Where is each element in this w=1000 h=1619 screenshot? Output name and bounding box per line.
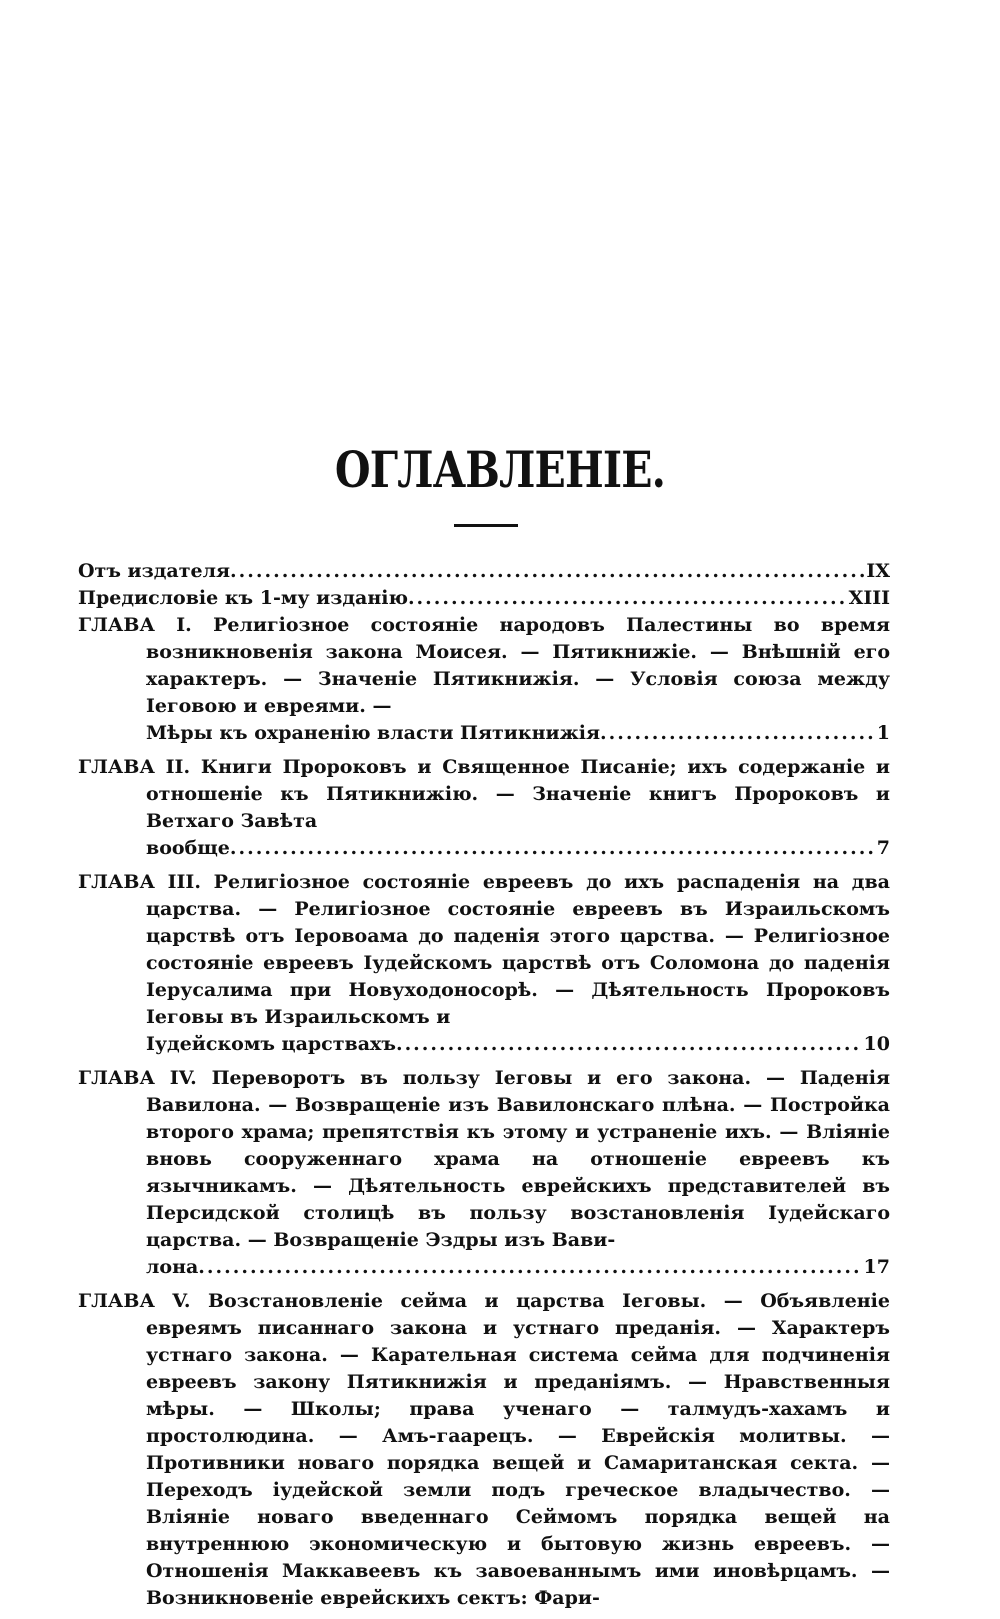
toc-chapter-5 — [78, 1288, 890, 1612]
toc-entry-label: Отъ издателя — [78, 560, 230, 582]
chapter-text — [78, 1288, 890, 1612]
toc-entry-label: Предисловіе къ 1-му изданію — [78, 587, 408, 609]
chapter-last-text: лона — [146, 1256, 199, 1278]
dot-leader — [230, 835, 875, 862]
chapter-last-text: вообще — [146, 837, 230, 859]
chapter-summary: Религіозное состояніе евреевъ до ихъ распаденія на два царства. — Религіозное состояніе евреевъ въ Израильскомъ царствѣ отъ Іеровоама до паденія этого царства. — Религіозное состояніе евреевъ Іудейскомъ царствѣ отъ Соломона до паденія Іерусалима при Новуходоносорѣ. — Дѣятельность Пророковъ Іеговы въ Израильскомъ и — [146, 871, 890, 1028]
dot-leader — [396, 1031, 862, 1058]
chapter-heading: ГЛАВА IV. — [78, 1067, 197, 1089]
toc-chapter-2 — [78, 754, 890, 862]
toc-chapter-3 — [78, 869, 890, 1058]
dot-leader — [408, 585, 847, 612]
chapter-page: 7 — [876, 837, 890, 859]
table-of-contents — [78, 558, 890, 1619]
chapter-last-line — [78, 720, 890, 747]
title-rule — [454, 524, 518, 527]
page-title: ОГЛАВЛЕНІЕ. — [334, 440, 666, 499]
chapter-heading: ГЛАВА I. — [78, 614, 192, 636]
chapter-summary: Религіозное состояніе народовъ Палестины во время возникновенія закона Моисея. — Пятикнижіе. — Внѣшній его характеръ. — Значеніе Пятикнижія. — Условія союза между Іеговою и евреями. — — [146, 614, 890, 717]
chapter-text — [78, 869, 890, 1031]
toc-entry-page: IX — [866, 560, 890, 582]
chapter-summary: Книги Пророковъ и Священное Писаніе; ихъ содержаніе и отношеніе къ Пятикнижію. — Значеніе книгъ Пророковъ и Ветхаго Завѣта — [146, 756, 890, 832]
chapter-page: 1 — [876, 722, 890, 744]
dot-leader — [198, 1254, 861, 1281]
chapter-last-text: Мѣры къ охраненію власти Пятикнижія — [146, 722, 601, 744]
chapter-last-line — [78, 1254, 890, 1281]
chapter-heading: ГЛАВА III. — [78, 871, 201, 893]
toc-chapter-4 — [78, 1065, 890, 1281]
chapter-heading: ГЛАВА II. — [78, 756, 191, 778]
dot-leader — [230, 558, 864, 585]
chapter-page: 10 — [863, 1033, 890, 1055]
chapter-summary: Возстановленіе сейма и царства Іеговы. — Объявленіе евреямъ писаннаго закона и устнаго преданія. — Характеръ устнаго закона. — Карательная система сейма для подчиненія евреевъ закону Пятикнижія и преданіямъ. — Нравственныя мѣры. — Школы; права ученаго — талмудъ-хахамъ и простолюдина. — Амъ-гаарецъ. — Еврейскія молитвы. — Противники новаго порядка вещей и Самаританская секта. — Переходъ іудейской земли подъ греческое владычество. — Вліяніе новаго введеннаго Сеймомъ порядка вещей на внутреннюю экономическую и бытовую жизнь евреевъ. — Отношенія Маккавеевъ къ завоеваннымъ ими иновѣрцамъ. — Возникновеніе еврейскихъ сектъ: Фари- — [146, 1290, 890, 1609]
toc-entry-publisher — [78, 558, 890, 585]
toc-entry-preface — [78, 585, 890, 612]
chapter-text — [78, 612, 890, 720]
chapter-summary: Переворотъ въ пользу Іеговы и его закона. — Паденія Вавилона. — Возвращеніе изъ Вавилонскаго плѣна. — Постройка второго храма; препятствія къ этому и устраненіе ихъ. — Вліяніе вновь сооруженнаго храма на отношеніе евреевъ къ язычникамъ. — Дѣятельность еврейскихъ представителей въ Персидской столицѣ въ пользу возстановленія Іудейскаго царства. — Возвращеніе Эздры изъ Вави- — [146, 1067, 890, 1251]
dot-leader — [600, 720, 875, 747]
chapter-last-text: Іудейскомъ царствахъ — [146, 1033, 396, 1055]
chapter-last-line — [78, 1031, 890, 1058]
chapter-text — [78, 1065, 890, 1254]
toc-chapter-1 — [78, 612, 890, 747]
chapter-page: 17 — [863, 1256, 890, 1278]
toc-entry-page: XIII — [848, 587, 890, 609]
chapter-last-line — [78, 835, 890, 862]
chapter-heading: ГЛАВА V. — [78, 1290, 191, 1312]
chapter-text — [78, 754, 890, 835]
